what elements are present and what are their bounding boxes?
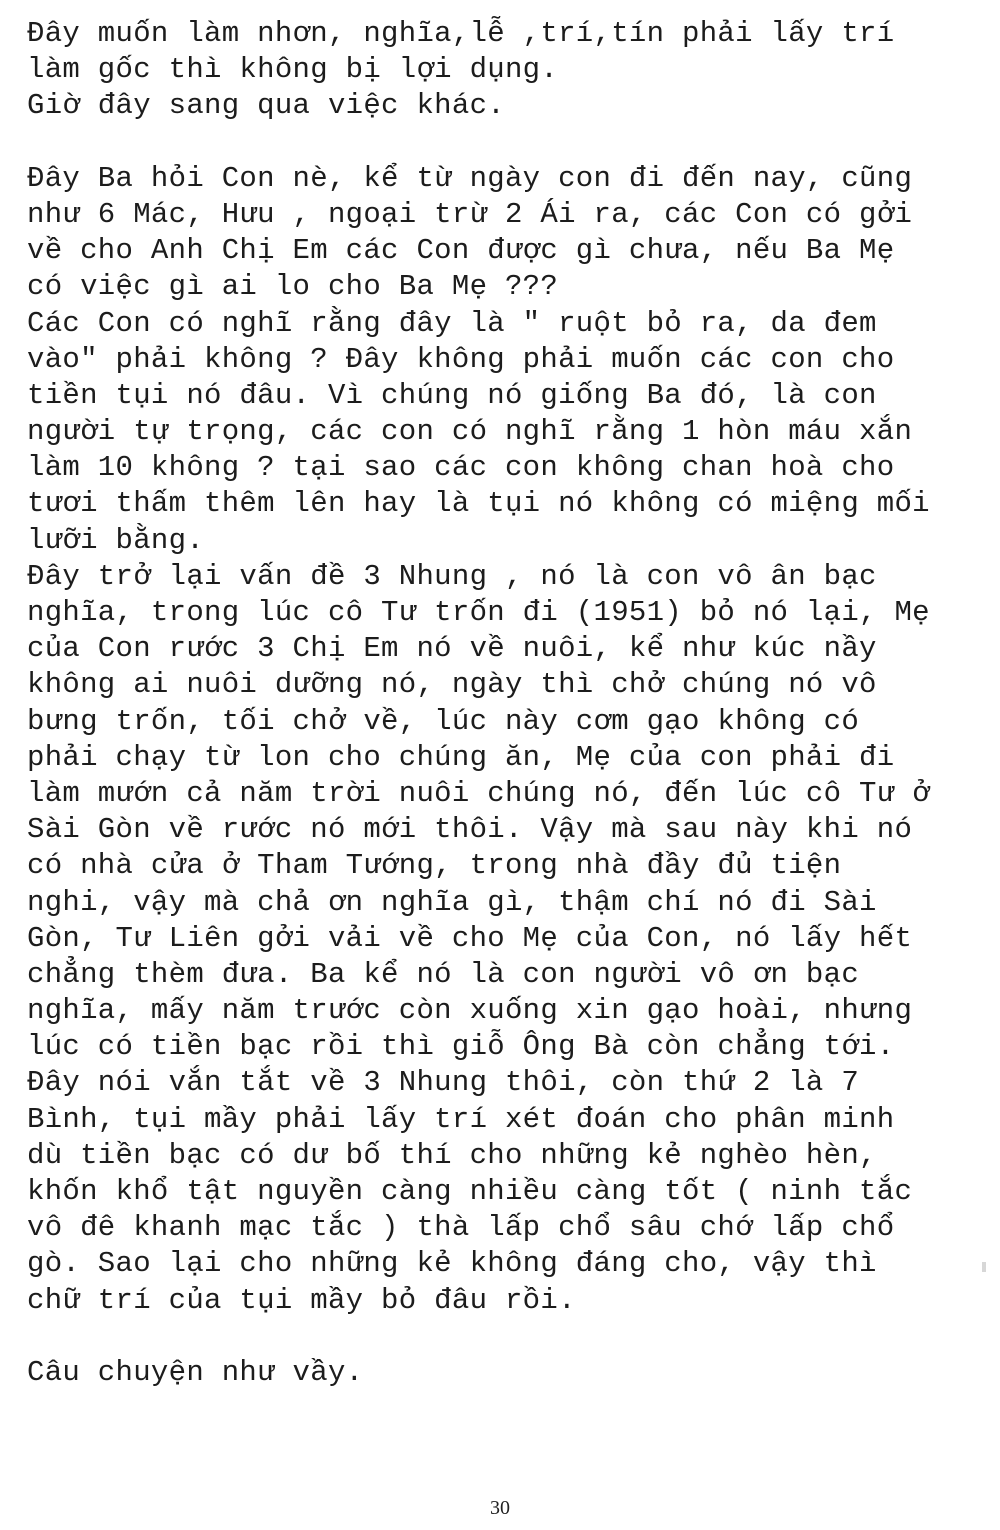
text-line: Giờ đây sang qua việc khác. (27, 89, 505, 123)
page-number: 30 (490, 1497, 510, 1519)
text-line: không ai nuôi dưỡng nó, ngày thì chở chúng nó vô (27, 668, 877, 702)
text-line: Đây nói vắn tắt về 3 Nhung thôi, còn thứ 2 là 7 (27, 1066, 860, 1100)
text-line: Các Con có nghĩ rằng đây là " ruột bỏ ra, da đem (27, 306, 877, 340)
text-line: chẳng thèm đưa. Ba kể nó là con người vô ơn bạc (27, 957, 860, 991)
text-line: gò. Sao lại cho những kẻ không đáng cho, vậy thì (27, 1247, 877, 1281)
text-line: Đây Ba hỏi Con nè, kể từ ngày con đi đến nay, cũng (27, 161, 913, 195)
paragraph-gap (27, 1319, 987, 1355)
text-line: làm 10 không ? tại sao các con không chan hoà cho (27, 451, 895, 485)
text-line: tươi thấm thêm lên hay là tụi nó không có miệng mối (27, 487, 930, 521)
text-line: có việc gì ai lo cho Ba Mẹ ??? (27, 270, 559, 304)
text-line: dù tiền bạc có dư bố thí cho những kẻ nghèo hèn, (27, 1138, 877, 1172)
text-line: Câu chuyện như vầy. (27, 1355, 364, 1389)
text-line: Đây trở lại vấn đề 3 Nhung , nó là con vô ân bạc (27, 559, 877, 593)
text-line: nghi, vậy mà chả ơn nghĩa gì, thậm chí nó đi Sài (27, 885, 877, 919)
text-line: phải chạy từ lon cho chúng ăn, Mẹ của con phải đi (27, 740, 895, 774)
text-line: khốn khổ tật nguyền càng nhiều càng tốt ( ninh tắc (27, 1175, 913, 1208)
text-line: vô đê khanh mạc tắc ) thà lấp chổ sâu chớ lấp chổ (27, 1211, 895, 1245)
text-line: nghĩa, mấy năm trước còn xuống xin gạo hoài, nhưng (27, 994, 913, 1028)
text-line: Gòn, Tư Liên gởi vải về cho Mẹ của Con, nó lấy hết (27, 921, 913, 955)
text-line: Sài Gòn về rước nó mới thôi. Vậy mà sau này khi nó (27, 813, 913, 847)
text-line: người tự trọng, các con có nghĩ rằng 1 hòn máu xắn (27, 415, 913, 449)
text-line: làm mướn cả năm trời nuôi chúng nó, đến lúc cô Tư ở (27, 776, 930, 810)
text-line: về cho Anh Chị Em các Con được gì chưa, nếu Ba Mẹ (27, 234, 895, 268)
text-line: làm gốc thì không bị lợi dụng. (27, 53, 559, 87)
body-text (27, 16, 987, 1391)
paragraph-2 (27, 161, 987, 1319)
text-line: lúc có tiền bạc rồi thì giỗ Ông Bà còn chẳng tới. (27, 1030, 895, 1064)
text-line: của Con rước 3 Chị Em nó về nuôi, kể như kúc nầy (27, 632, 877, 666)
paragraph-3 (27, 1355, 987, 1391)
text-line: chữ trí của tụi mầy bỏ đâu rồi. (27, 1283, 576, 1317)
scan-artifact (982, 1262, 986, 1272)
text-line: có nhà cửa ở Tham Tướng, trong nhà đầy đủ tiện (27, 849, 842, 883)
text-line: tiền tụi nó đâu. Vì chúng nó giống Ba đó, là con (27, 378, 877, 412)
text-line: nghĩa, trong lúc cô Tư trốn đi (1951) bỏ nó lại, Mẹ (27, 596, 930, 629)
paragraph-gap (27, 125, 987, 161)
text-line: như 6 Mác, Hưu , ngoại trừ 2 Ái ra, các Con có gởi (27, 197, 913, 231)
text-line: vào" phải không ? Đây không phải muốn các con cho (27, 342, 895, 376)
text-line: Bình, tụi mầy phải lấy trí xét đoán cho phân minh (27, 1102, 895, 1136)
text-line: lưỡi bằng. (27, 523, 205, 557)
text-line: bưng trốn, tối chở về, lúc này cơm gạo không có (27, 704, 860, 738)
paragraph-1 (27, 16, 987, 125)
text-line: Đây muốn làm nhơn, nghĩa,lễ ,trí,tín phải lấy trí (27, 17, 895, 50)
